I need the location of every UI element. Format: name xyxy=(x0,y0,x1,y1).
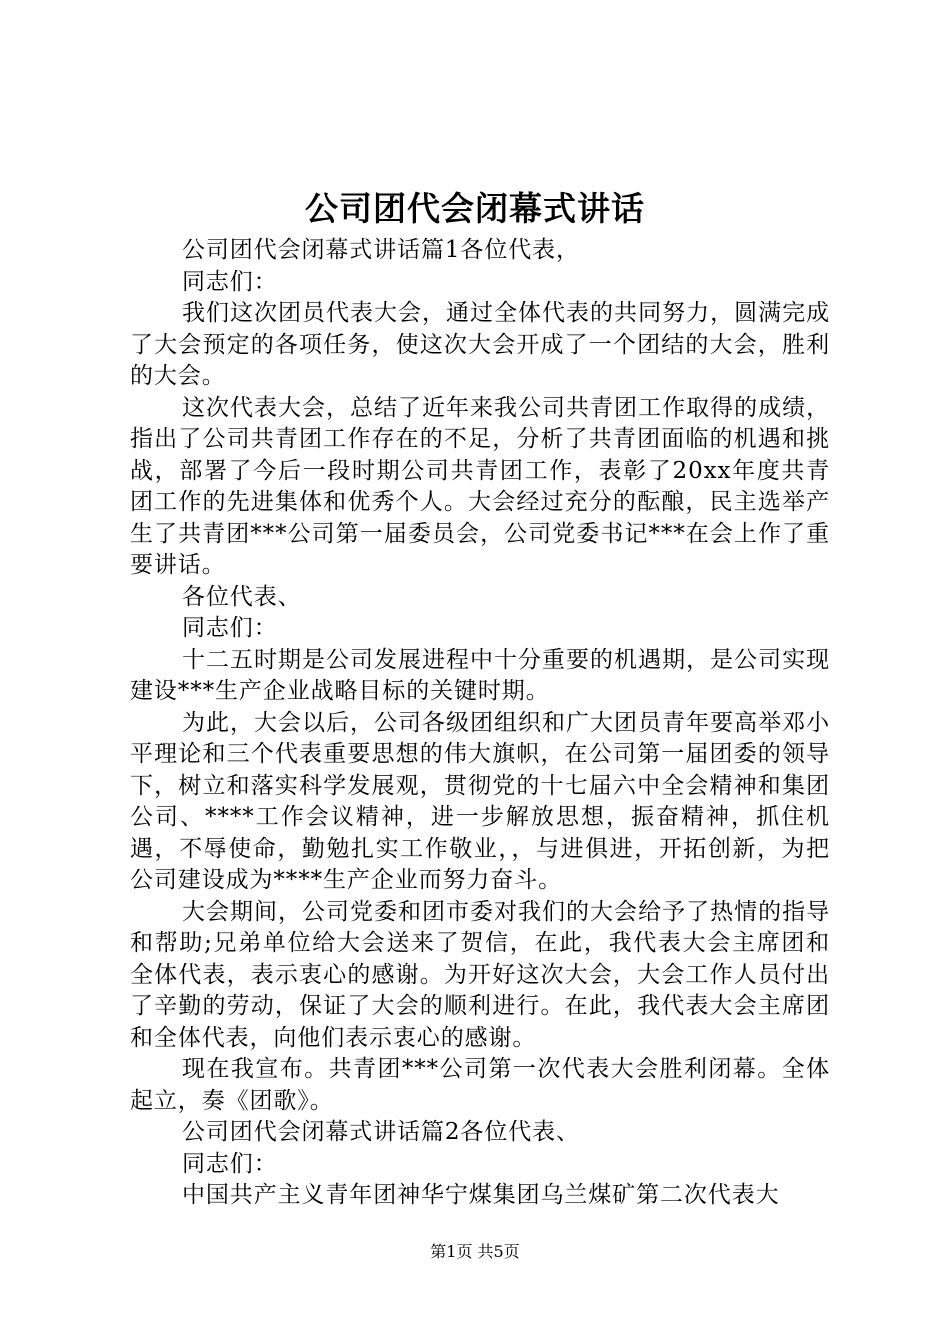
document-body xyxy=(130,235,830,1212)
paragraph: 同志们： xyxy=(182,615,278,641)
paragraph: 公司团代会闭幕式讲话篇2各位代表、 xyxy=(182,1119,580,1145)
paragraph: 同志们： xyxy=(182,1150,278,1177)
paragraph: 这次代表大会，总结了近年来我公司共青团工作取得的成绩，指出了公司共青团工作存在的不足，分析了共青团面临的机遇和挑战，部署了今后一段时期公司共青团工作，表彰了20xx年度共青团工作的先进集体和优秀个人。大会经过充分的酝酿，民主选举产生了共青团***公司第一届委员会，公司党委书记***在会上作了重要讲话。 xyxy=(130,394,830,578)
page-footer: 第1页 共5页 xyxy=(430,1242,520,1261)
paragraph: 现在我宣布。共青团***公司第一次代表大会胜利闭幕。全体起立，奏《团歌》。 xyxy=(130,1056,830,1114)
paragraph: 各位代表、 xyxy=(182,583,302,610)
paragraph: 我们这次团员代表大会，通过全体代表的共同努力，圆满完成了大会预定的各项任务，使这次大会开成了一个团结的大会，胜利的大会。 xyxy=(130,300,830,389)
paragraph: 大会期间，公司党委和团市委对我们的大会给予了热情的指导和帮助;兄弟单位给大会送来了贺信，在此，我代表大会主席团和全体代表，表示衷心的感谢。为开好这次大会，大会工作人员付出了辛勤的劳动，保证了大会的顺利进行。在此，我代表大会主席团和全体代表，向他们表示衷心的感谢。 xyxy=(130,898,830,1051)
paragraph: 中国共产主义青年团神华宁煤集团乌兰煤矿第二次代表大 xyxy=(182,1182,780,1208)
paragraph: 同志们： xyxy=(182,268,278,295)
paragraph: 公司团代会闭幕式讲话篇1各位代表， xyxy=(182,237,580,263)
paragraph: 十二五时期是公司发展进程中十分重要的机遇期，是公司实现建设***生产企业战略目标的关键时期。 xyxy=(130,646,830,704)
document-title: 公司团代会闭幕式讲话 xyxy=(305,189,645,228)
paragraph: 为此，大会以后，公司各级团组织和广大团员青年要高举邓小平理论和三个代表重要思想的伟大旗帜，在公司第一届团委的领导下，树立和落实科学发展观，贯彻党的十七届六中全会精神和集团公司、****工作会议精神，进一步解放思想，振奋精神，抓住机遇，不辱使命，勤勉扎实工作敬业，，与进俱进，开拓创新，为把公司建设成为****生产企业而努力奋斗。 xyxy=(130,709,830,893)
